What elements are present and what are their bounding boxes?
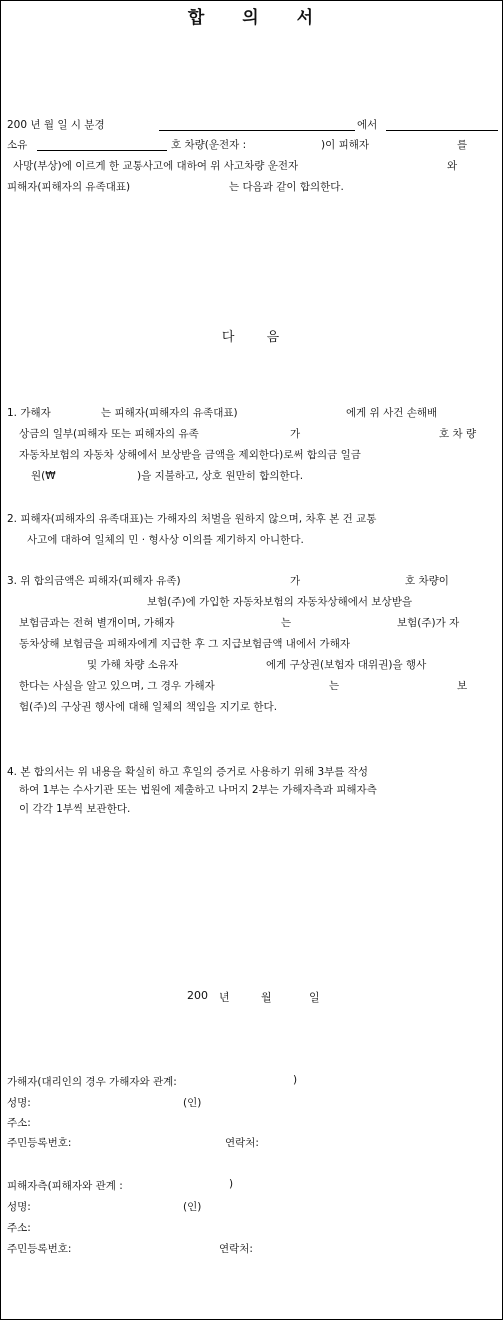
clause-1-line-4b: )을 지불하고, 상호 원만히 합의한다. — [137, 470, 304, 482]
clause-4-line-3: 이 각각 1부씩 보관한다. — [19, 803, 131, 815]
clause-1-line-2b: 가 — [290, 428, 301, 440]
victim-contact-label: 연락처: — [219, 1243, 253, 1255]
clause-1-line-2a: 상금의 일부(피해자 또는 피해자의 유족 — [19, 428, 199, 440]
intro-vehicle-driver: 호 차량(운전자 : — [171, 139, 247, 151]
intro-line-3-end: 와 — [447, 160, 458, 172]
offender-contact-label: 연락처: — [225, 1137, 259, 1149]
clause-4-line-1: 4. 본 합의서는 위 내용을 확실히 하고 후일의 증거로 사용하기 위해 3부를 작성 — [7, 766, 369, 778]
intro-line-4: 피해자(피해자의 유족대표) — [7, 181, 131, 193]
victim-name-label: 성명: — [7, 1201, 31, 1213]
document-title — [1, 3, 502, 28]
intro-owner-label: 소유 — [7, 139, 28, 151]
intro-line-3: 사망(부상)에 이르게 한 교통사고에 대하여 위 사고차량 운전자 — [13, 160, 299, 172]
offender-name-label: 성명: — [7, 1097, 31, 1109]
offender-header-close: ) — [293, 1074, 298, 1086]
clause-3-line-6a: 한다는 사실을 알고 있으며, 그 경우 가해자 — [19, 680, 215, 692]
offender-rrn-label: 주민등록번호: — [7, 1137, 72, 1149]
clause-3-line-2: 보험(주)에 가입한 자동차보험의 자동차상해에서 보상받을 — [147, 596, 412, 608]
victim-header: 피해자측(피해자와 관계 : — [7, 1180, 123, 1192]
date-year-label: 년 — [219, 991, 230, 1004]
clause-2-line-1: 2. 피해자(피해자의 유족대표)는 가해자의 처벌을 원하지 않으며, 차후 본 건 교통 — [7, 513, 377, 525]
clause-3-line-3b: 는 — [281, 617, 292, 629]
victim-address-label: 주소: — [7, 1222, 31, 1234]
date-day-label: 일 — [309, 991, 320, 1004]
clause-1-line-1a: 1. 가해자 — [7, 407, 51, 419]
clause-3-line-1a: 3. 위 합의금액은 피해자(피해자 유족) — [7, 575, 181, 587]
title-char: 서 — [296, 8, 316, 28]
section-heading — [1, 326, 502, 345]
clause-3-line-6b: 는 — [329, 680, 340, 692]
clause-3-line-5a: 및 가해 차량 소유자 — [87, 659, 179, 671]
clause-3-line-3a: 보험금과는 전혀 별개이며, 가해자 — [19, 617, 175, 629]
title-char: 의 — [242, 8, 261, 28]
clause-3-line-7: 험(주)의 구상권 행사에 대해 일체의 책임을 지기로 한다. — [19, 701, 278, 713]
clause-4-line-2: 하여 1부는 수사기관 또는 법원에 제출하고 나머지 2부는 가해자측과 피해자측 — [19, 784, 377, 796]
clause-3-line-1c: 호 차량이 — [405, 575, 449, 587]
clause-1-line-2c: 호 차 량 — [439, 428, 477, 440]
location-blank — [159, 130, 355, 131]
clause-3-line-4: 동차상해 보험금을 피해자에게 지급한 후 그 지급보험금액 내에서 가해자 — [19, 638, 350, 650]
date-year-value: 200 — [187, 989, 208, 1002]
offender-address-label: 주소: — [7, 1117, 31, 1129]
intro-victim-label: )이 피해자 — [321, 139, 370, 151]
intro-line-4-end: 는 다음과 같이 합의한다. — [229, 181, 344, 193]
clause-1-line-1b: 는 피해자(피해자의 유족대표) — [101, 407, 238, 419]
clause-3-line-6c: 보 — [457, 680, 468, 692]
clause-3-line-5b: 에게 구상권(보험자 대위권)을 행사 — [266, 659, 427, 671]
clause-1-line-4a: 원(₩ — [31, 470, 56, 482]
clause-3-line-3c: 보험(주)가 자 — [397, 617, 460, 629]
intro-object-particle: 를 — [457, 139, 468, 151]
intro-datetime-label: 200 년 월 일 시 분경 — [7, 119, 105, 131]
date-month-label: 월 — [261, 991, 272, 1004]
clause-1-line-1c: 에게 위 사건 손해배 — [346, 407, 438, 419]
intro-location-suffix: 에서 — [357, 119, 378, 131]
clause-1-line-3: 자동차보험의 자동차 상해에서 보상받을 금액을 제외한다)로써 합의금 일금 — [19, 449, 361, 461]
clause-2-line-2: 사고에 대하여 일체의 민 · 형사상 이의를 제기하지 아니한다. — [27, 534, 304, 546]
victim-seal: (인) — [183, 1201, 202, 1213]
offender-seal: (인) — [183, 1097, 202, 1109]
clause-3-line-1b: 가 — [290, 575, 301, 587]
title-char: 합 — [187, 8, 207, 28]
victim-header-close: ) — [229, 1178, 234, 1190]
heading-char: 음 — [266, 330, 282, 345]
address-blank — [386, 130, 498, 131]
heading-char: 다 — [221, 330, 237, 345]
owner-blank — [37, 150, 167, 151]
offender-header: 가해자(대리인의 경우 가해자와 관계: — [7, 1076, 177, 1088]
victim-rrn-label: 주민등록번호: — [7, 1243, 72, 1255]
